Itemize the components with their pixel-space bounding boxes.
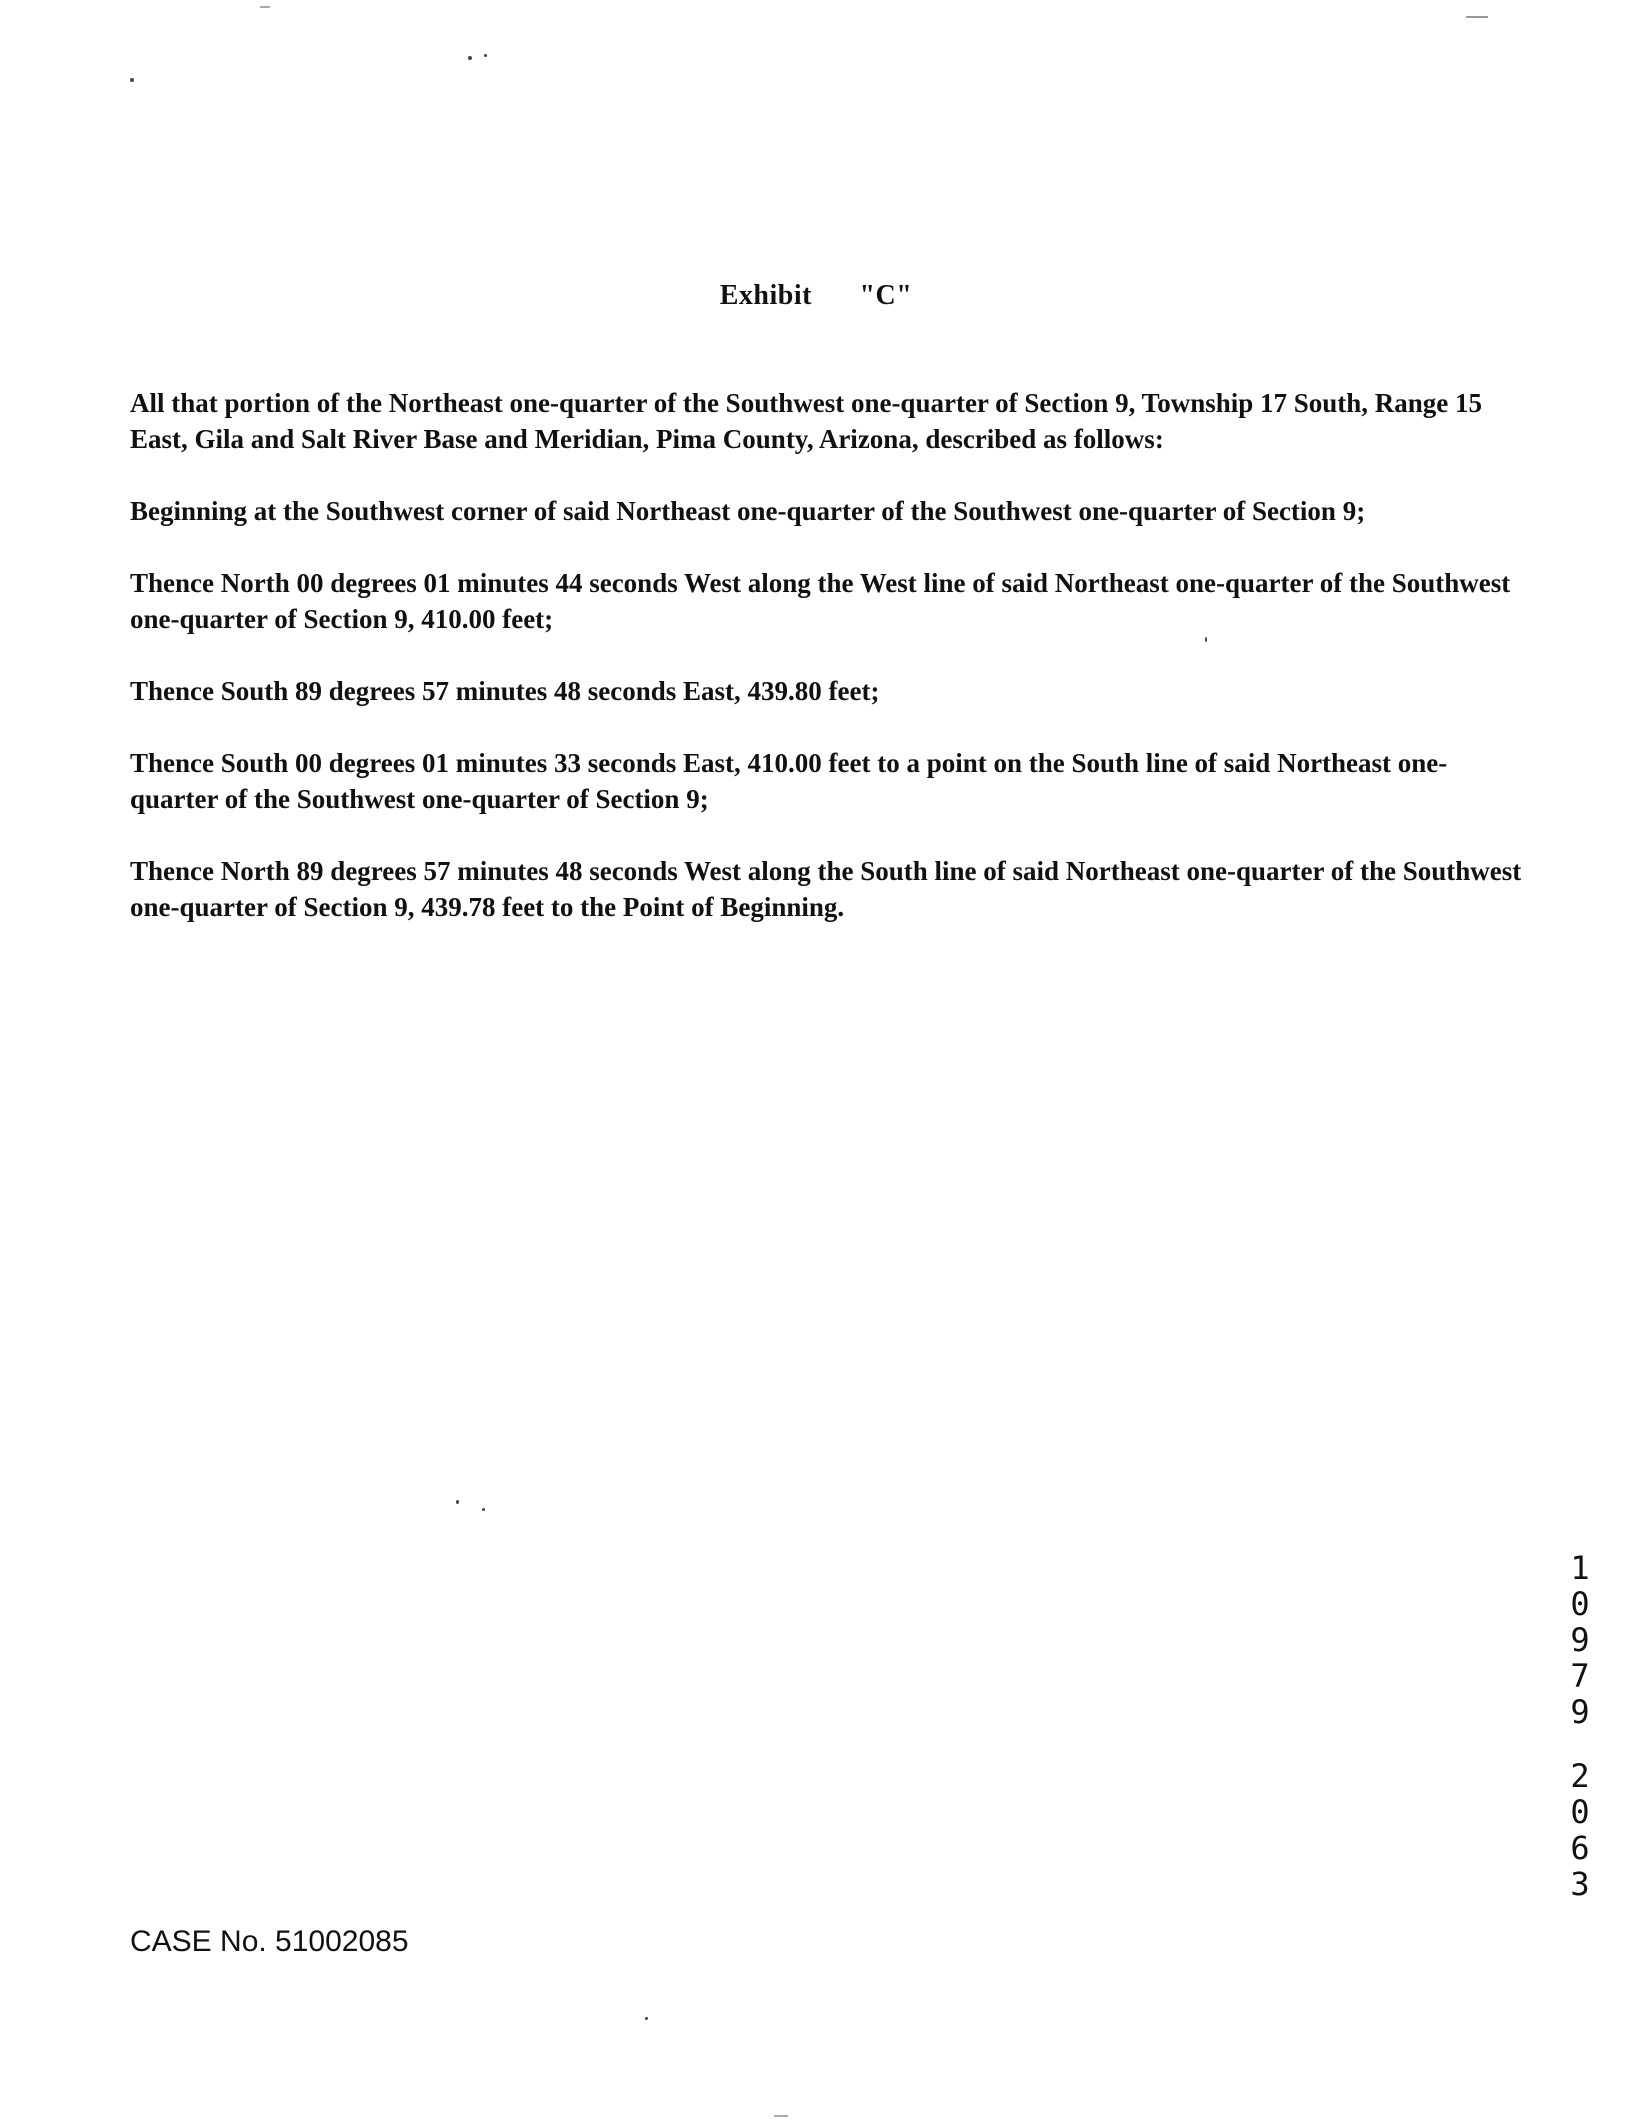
scan-speck [468, 56, 472, 60]
stamp-digit: 3 [1570, 1865, 1590, 1903]
recording-stamp-number [1560, 1550, 1600, 1902]
stamp-group-1 [1560, 1550, 1600, 1730]
exhibit-title [0, 280, 1632, 312]
stamp-digit: 9 [1570, 1621, 1590, 1659]
scan-speck [1205, 637, 1207, 642]
stamp-digit: 6 [1570, 1829, 1590, 1867]
scan-speck [1466, 16, 1488, 18]
scan-speck [130, 78, 134, 82]
stamp-digit: 0 [1570, 1793, 1590, 1831]
scan-speck [484, 54, 487, 57]
legal-description [130, 385, 1530, 961]
paragraph-course-2: Thence South 89 degrees 57 minutes 48 seconds East, 439.80 feet; [130, 676, 880, 706]
paragraph-course-1: Thence North 00 degrees 01 minutes 44 seconds West along the West line of said Northeast one-quarter of the Southwest one-quarter of Section 9, 410.00 feet; [130, 568, 1511, 634]
paragraph-course-4: Thence North 89 degrees 57 minutes 48 seconds West along the South line of said Northeast one-quarter of the Southwest one-quarter of Section 9, 439.78 feet to the Point of Beginning. [130, 856, 1522, 922]
stamp-digit: 1 [1570, 1549, 1590, 1587]
scan-speck [260, 6, 270, 8]
stamp-digit: 2 [1570, 1757, 1590, 1795]
scan-speck [482, 1508, 485, 1511]
scan-speck [456, 1500, 459, 1504]
scan-speck [774, 2115, 788, 2117]
paragraph-beginning: Beginning at the Southwest corner of said Northeast one-quarter of the Southwest one-quarter of Section 9; [130, 496, 1366, 526]
paragraph-course-3: Thence South 00 degrees 01 minutes 33 seconds East, 410.00 feet to a point on the South line of said Northeast one-quarter of the Southwest one-quarter of Section 9; [130, 748, 1448, 814]
paragraph-intro: All that portion of the Northeast one-quarter of the Southwest one-quarter of Section 9, Township 17 South, Range 15 East, Gila and Salt River Base and Meridian, Pima County, Arizona, described as follows: [130, 388, 1483, 454]
exhibit-letter: "C" [859, 280, 913, 311]
exhibit-label: Exhibit [719, 280, 812, 311]
case-number: CASE No. 51002085 [130, 1925, 409, 1958]
stamp-group-2 [1560, 1758, 1600, 1902]
stamp-digit: 9 [1570, 1693, 1590, 1731]
stamp-digit: 0 [1570, 1585, 1590, 1623]
scan-speck [645, 2017, 648, 2020]
stamp-digit: 7 [1570, 1657, 1590, 1695]
